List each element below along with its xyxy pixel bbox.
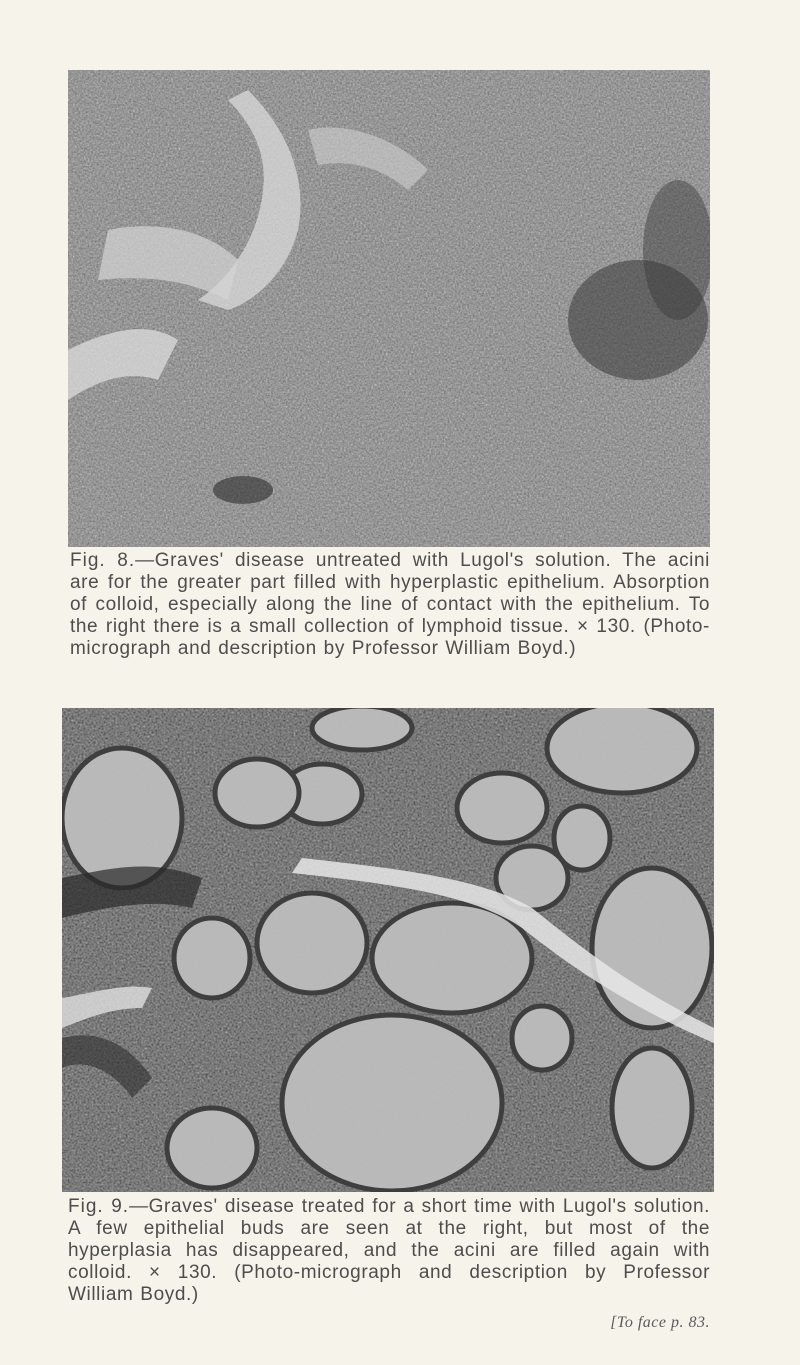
figure-8-label: Fig. 8. xyxy=(70,550,136,571)
figure-9-caption-text: —Graves' disease treated for a short time with Lugol's solution. A few epithelial buds are seen at the right, but most of the hyperplasia has disappeared, and the acini are filled again with colloid. × 130. (Photo-micrograph and description by Professor William Boyd.) xyxy=(68,1196,710,1305)
figure-8-photomicrograph xyxy=(68,70,710,547)
figure-8-caption-text: —Graves' disease untreated with Lugol's solution. The acini are for the greater part filled with hyperplastic epithelium. Absorption of colloid, especially along the line of contact with the epithelium. To the right there is a small collection of lymphoid tissue. × 130. (Photo-micrograph and description by Professor William Boyd.) xyxy=(70,550,710,659)
figure-9-micrograph-graphic xyxy=(62,708,714,1192)
figure-9-photomicrograph xyxy=(62,708,714,1192)
figure-8-micrograph-graphic xyxy=(68,70,710,547)
facing-page-note: [To face p. 83. xyxy=(610,1314,710,1331)
figure-9-caption xyxy=(68,1196,710,1306)
figure-9-label: Fig. 9. xyxy=(68,1196,130,1217)
figure-8-caption xyxy=(70,550,710,660)
